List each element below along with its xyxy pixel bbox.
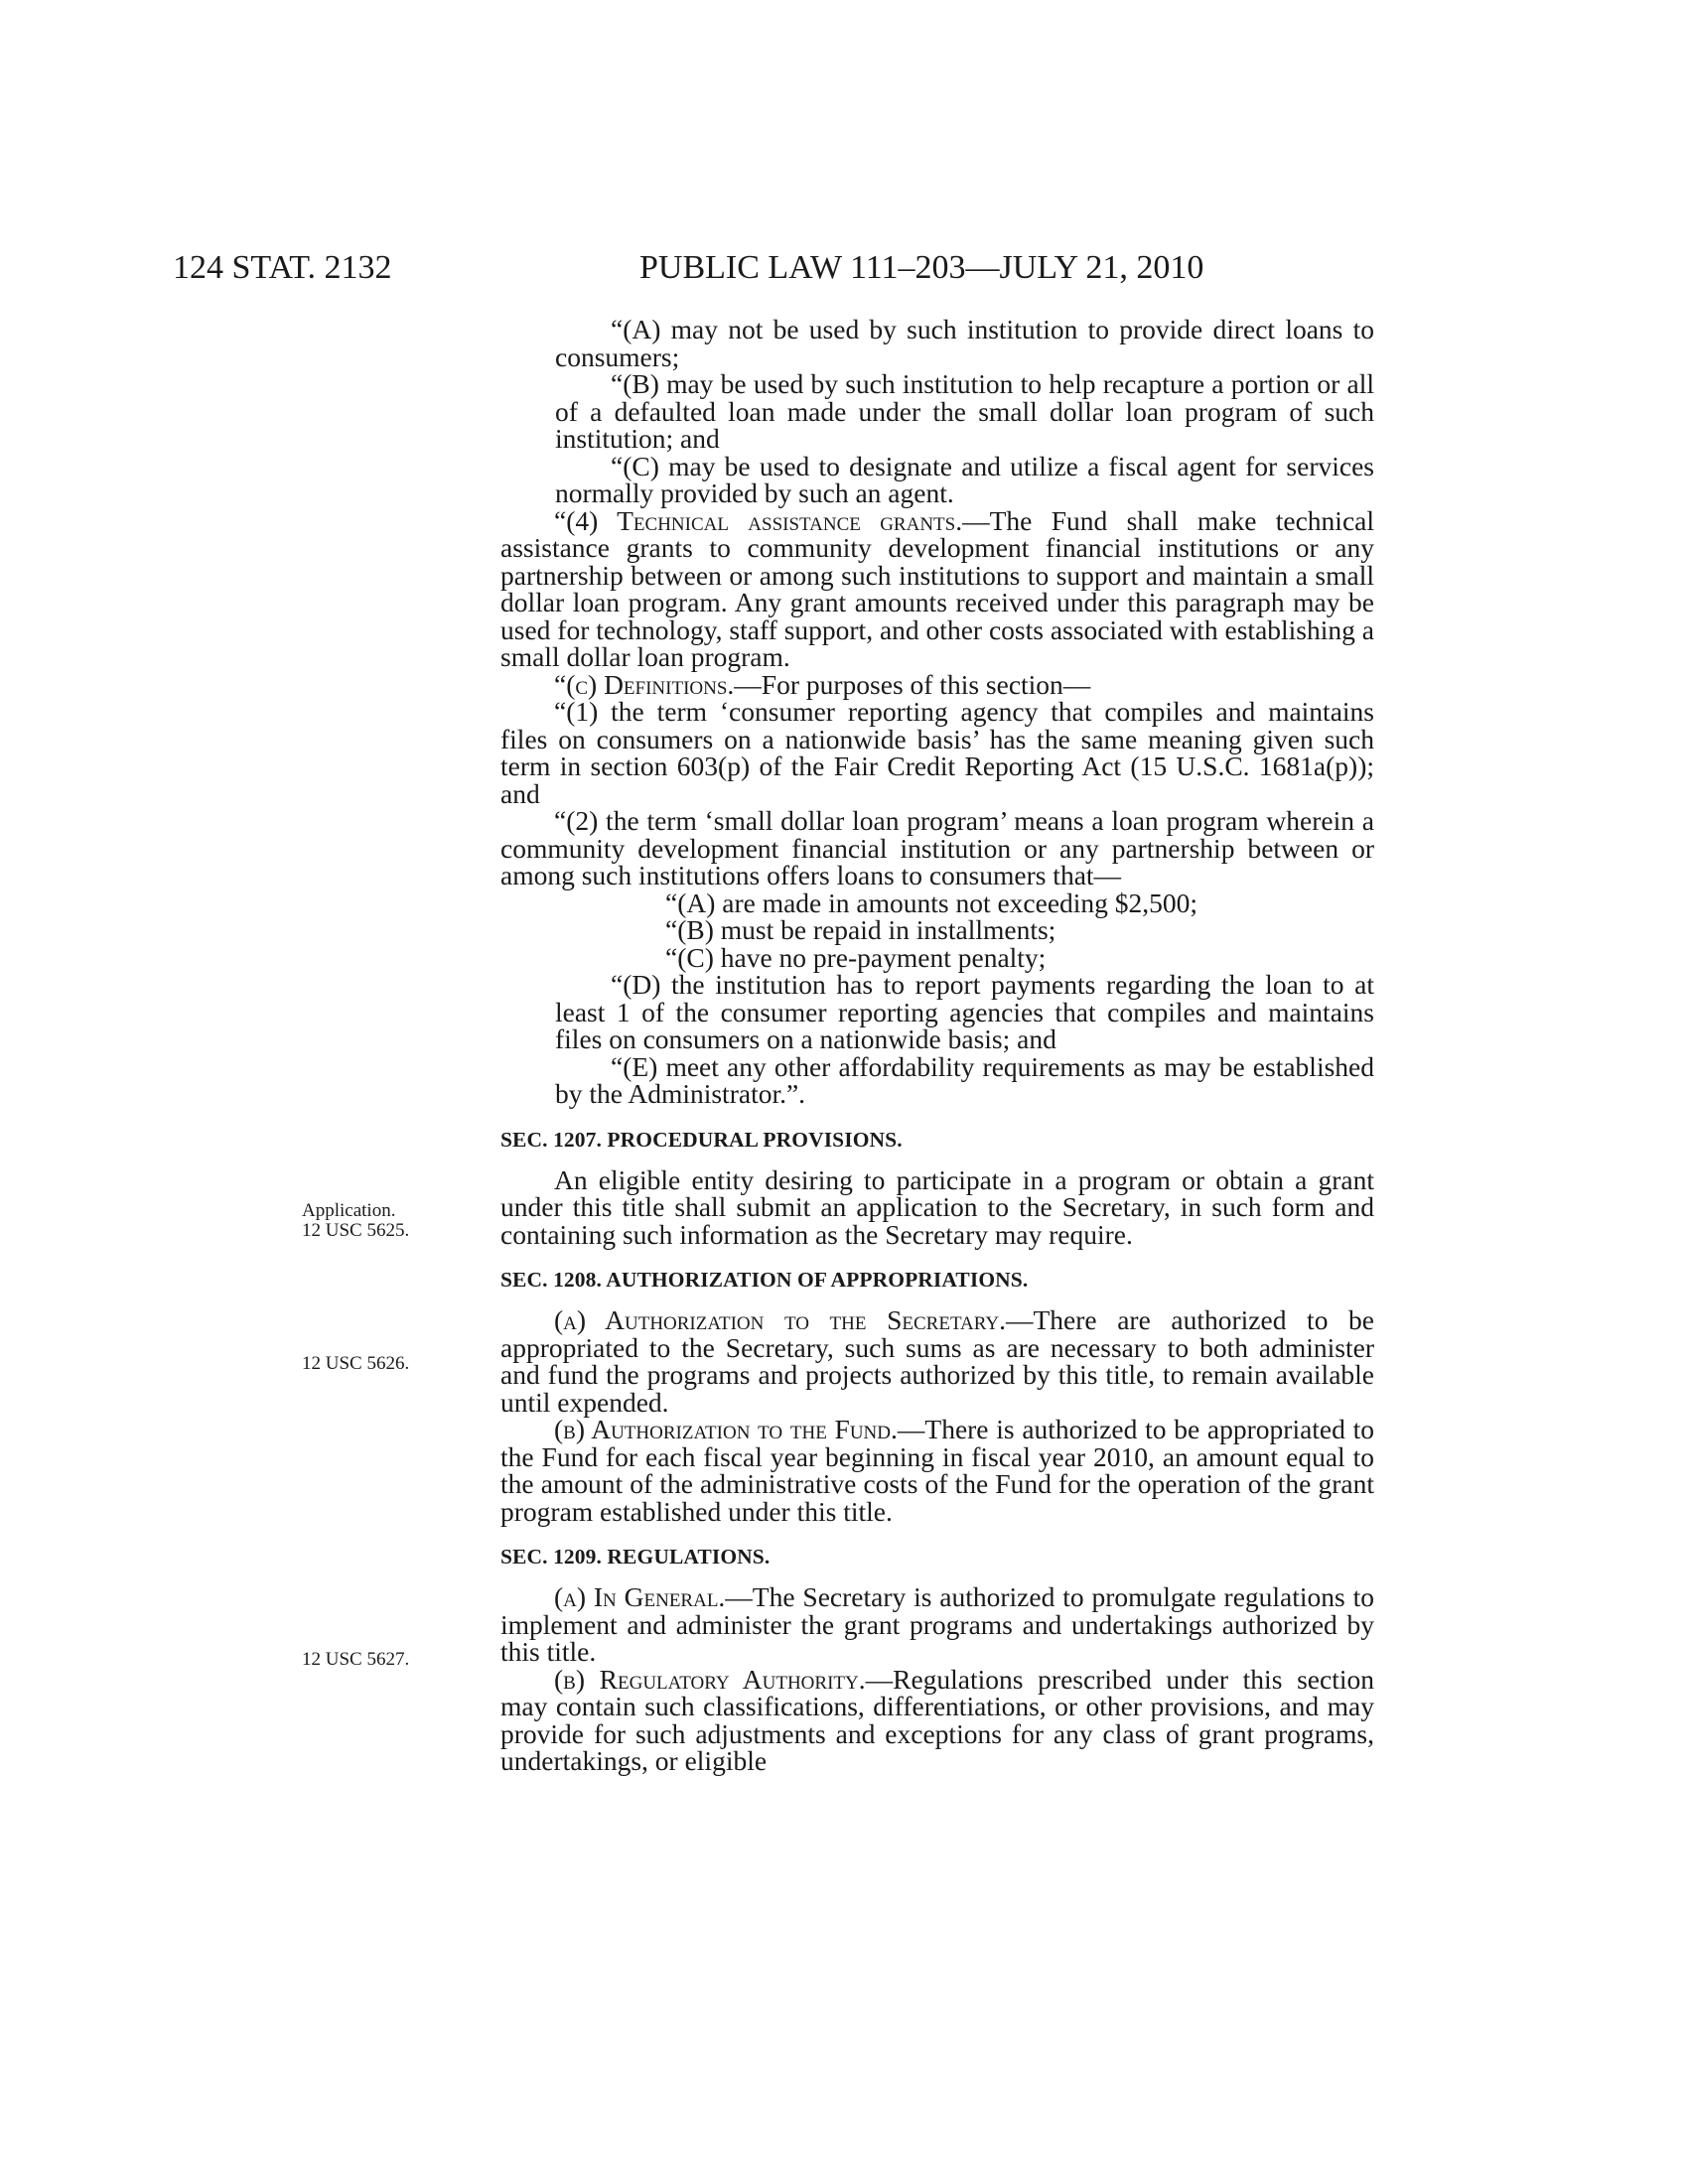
section-1209-a — [500, 1583, 1374, 1666]
paragraph-heading: “(c) Definitions. — [554, 668, 735, 700]
paragraph-heading: “(4) Technical assistance grants. — [554, 504, 963, 536]
definition-2-c: “(C) have no pre-payment penalty; — [665, 941, 1047, 973]
paragraph-heading: (a) Authorization to the Secretary. — [554, 1304, 1006, 1335]
definition-2-d: “(D) the institution has to report payments regarding the loan to at least 1 of the consumer reporting agencies that compiles and maintains files on consumers on a nationwide basis; and — [555, 969, 1374, 1054]
clause-3-c: “(C) may be used to designate and utilize a fiscal agent for services normally provided by such an agent. — [555, 450, 1374, 508]
paragraph-text: —The Secretary is authorized to promulgate regulations to implement and administer the grant programs and undertakings authorized by this title. — [500, 1581, 1374, 1667]
definition-2: “(2) the term ‘small dollar loan program’ means a loan program wherein a community development financial institution or any partnership between or among such institutions offers loans to consumers that— — [500, 805, 1374, 890]
definition-2-b: “(B) must be repaid in installments; — [665, 914, 1056, 945]
running-header-title: PUBLIC LAW 111–203—JULY 21, 2010 — [639, 249, 1204, 286]
margin-note-application-label: Application. — [302, 1200, 396, 1221]
paragraph-text: —The Fund shall make technical assistance grants to community development financial institutions or any partnership between or among such institutions to support and maintain a small dollar loan program. Any grant amounts received under this paragraph may be used for technology, staff support, and other costs associated with establishing a small dollar loan program. — [500, 504, 1374, 672]
clause-3-a: “(A) may not be used by such institution to provide direct loans to consumers; — [555, 314, 1374, 372]
paragraph-heading: (a) In General. — [554, 1581, 726, 1612]
statute-page-number: 124 STAT. 2132 — [173, 249, 392, 286]
margin-note-application — [302, 1201, 409, 1241]
definition-2-a: “(A) are made in amounts not exceeding $2,500; — [665, 887, 1198, 918]
paragraph-heading: (b) Authorization to the Fund. — [554, 1414, 898, 1444]
margin-note-usc-5626: 12 USC 5626. — [302, 1353, 410, 1374]
paragraph-text: —There are authorized to be appropriated to the Secretary, such sums as are necessary to both administer and fund the programs and projects authorized by this title, to remain available until expended. — [500, 1304, 1375, 1418]
paragraph-text: —For purposes of this section— — [734, 668, 1091, 700]
definition-1: “(1) the term ‘consumer reporting agency that compiles and maintains files on consumers on a nationwide basis’ has the same meaning given such term in section 603(p) of the Fair Credit Reporting Act (15 U.S.C. 1681a(p)); and — [500, 696, 1374, 809]
paragraph-4-technical-assistance — [500, 504, 1374, 672]
margin-note-usc-5625: 12 USC 5625. — [302, 1220, 410, 1241]
section-1209-b — [500, 1663, 1374, 1776]
section-1208-b — [500, 1416, 1374, 1525]
subsection-c-definitions — [500, 668, 1374, 700]
paragraph-heading: (b) Regulatory Authority. — [554, 1663, 866, 1695]
section-heading-1209: SEC. 1209. REGULATIONS. — [500, 1545, 771, 1569]
section-heading-1208: SEC. 1208. AUTHORIZATION OF APPROPRIATIONS. — [500, 1268, 1029, 1292]
definition-2-e: “(E) meet any other affordability requirements as may be established by the Administrator.”. — [555, 1050, 1374, 1109]
statute-text — [500, 316, 1374, 1775]
clause-3-b: “(B) may be used by such institution to help recapture a portion or all of a defaulted loan made under the small dollar loan program of such institution; and — [555, 368, 1374, 454]
paragraph-text: —Regulations prescribed under this section may contain such classifications, differentiations, or other provisions, and may provide for such adjustments and exceptions for any class of grant programs, undertakings, or eligible — [500, 1663, 1374, 1776]
section-1208-a — [500, 1306, 1374, 1416]
margin-note-usc-5627: 12 USC 5627. — [302, 1649, 410, 1670]
section-1207-text: An eligible entity desiring to participate in a program or obtain a grant under this title shall submit an application to the Secretary, in such form and containing such information as the Secretary may require. — [500, 1163, 1374, 1250]
section-heading-1207: SEC. 1207. PROCEDURAL PROVISIONS. — [500, 1127, 903, 1152]
paragraph-text: —There is authorized to be appropriated to the Fund for each fiscal year beginning in fiscal year 2010, an amount equal to the amount of the administrative costs of the Fund for the operation of the grant program established under this title. — [500, 1414, 1375, 1527]
